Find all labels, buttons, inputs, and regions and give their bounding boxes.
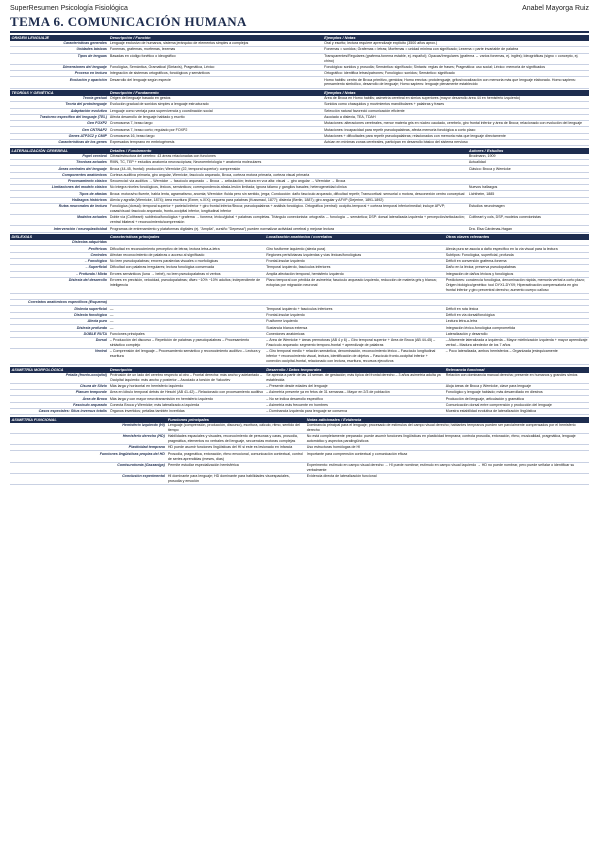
table-cell: Errores semánticos (luna → bebé), no leen pseudopalabras ni verbos <box>108 271 264 277</box>
row-label: Área de Broca <box>10 396 108 402</box>
table-row <box>10 473 589 484</box>
table-row <box>10 423 589 434</box>
table-cell: Transparentes/Regulares (grafema-fonema estable, ej. español); Opacas/Irregulares (grafema ↔ varios fonemas, ej. inglés); Ideográficas (signo = concepto, ej. chino) <box>323 53 589 64</box>
table-cell: Broca: motora/no fluente, habla lenta, agramatismo, anomia; Wernicke: fluida pero sin sentido, jerga; Conducción: daño fascículo arqueado, dificultad repetir; Transcortical: sensorial o motora, desconexión centro conceptual <box>108 191 467 197</box>
table-cell: Conexiones anatómicas <box>265 331 444 337</box>
table-cell: Evidencia directa de lateralización funcional <box>305 473 589 484</box>
table-cell: Selección natural favoreció comunicación eficiente <box>323 108 589 114</box>
column-header: ORIGEN LENGUAJE <box>10 35 108 41</box>
table-cell: Ortográfico: identifica letras/patrones; Fonológico: sonidos; Semántico: significado <box>323 71 589 77</box>
table-cell: RMN, TC, TEP + estudios anatomía neuroscópicas; Neuroembriología + anatomía moleculares <box>108 160 467 166</box>
table-row <box>10 433 589 444</box>
row-label: Gen CNTNAP2 <box>10 127 108 133</box>
table-cell: Predictores: conciencia fonológica, denominación rápida, memoria verbal a corto plazo; Origen biológico/genético: tool DYX1-DYX9; Hiperactivación compensatoria en giro frontal inferior y giro precentral derecho; aumento cuerpo calloso <box>444 277 589 293</box>
row-label: Adaptación evolutiva <box>10 108 108 114</box>
document-title: SuperResumen Psicología Fisiológica <box>10 5 128 12</box>
column-header: Funciones principales <box>166 417 305 423</box>
column-header: Notas adicionales / Evidencia <box>305 417 589 423</box>
table-cell: Oral y escrito; lectura requiere aprendizaje explícito (3500 años aprox.) <box>323 41 589 47</box>
table-cell: Temporal izquierdo + fascículos inferiores <box>265 306 444 312</box>
table-cell: Prosodia, pragmática, entonación, ritmo emocional, comunicación contextual, control de series aprendidas (meses, días) <box>166 451 305 462</box>
table-cell: Clásico: Broca y Wernicke <box>467 166 589 172</box>
row-label: Teoría gestual <box>10 96 108 102</box>
row-label: Dislexias adquiridas <box>10 240 108 246</box>
table-cell: Déficit en conversión grafema-fonema <box>444 259 589 265</box>
row-label: Papel cerebral <box>10 154 108 160</box>
table-cell: Amplia afectación temporal, hemisferio izquierdo <box>265 271 444 277</box>
table-cell: Doble vía (Coltheart): subléxica/fonológica + grafema → fonema; léxico/global + palabras completas. Triángulo conexionista: ortografía ↔ fonología ↔ semántica; DSP: dorsal lateralizada izquierda + percepción/articulación; ventral bilateral + reconocimiento/comprensión <box>108 215 467 226</box>
table-asimetria-funcional <box>10 417 589 485</box>
table-cell: Importante para comprensión contextual y comunicación eficaz <box>305 451 589 462</box>
table-cell: Nuevos hallazgos <box>467 185 589 191</box>
table-cell: – Poco lateralizada, ambos hemisferios – Organizada jerárquicamente <box>444 349 589 365</box>
table-cell: – Dominancia izquierda para lenguaje se conserva <box>265 408 444 414</box>
section-asimetria-morfologica <box>10 367 589 416</box>
column-header: Ejemplos / Notas <box>323 90 589 96</box>
table-cell: Cromosoma 7, braso corto; regulado por FOXP2 <box>108 127 322 133</box>
column-header: Otras claves relevantes <box>444 234 589 240</box>
table-lateralizacion <box>10 148 589 233</box>
table-cell: Protrusión de un lado del cerebro respecto al otro – Frontal derecha: más ancho y adelantado – Occipital izquierdo: más ancho y posterior – Asociado a torsión de Yakovlev <box>108 373 264 384</box>
table-cell: Área en lóbulo temporal detrás de Heschl (AB 41-42) – Relacionado con procesamiento auditivo <box>109 390 264 395</box>
table-cell: Actúan en mínimas zonas cerebrales, participan en desarrollo básico del sistema nervioso <box>323 139 589 145</box>
page-header <box>10 4 589 13</box>
row-label: Casos especiales: Situs inversus totalis <box>10 408 108 414</box>
row-label: Intervención / neuroplasticidad <box>10 226 108 232</box>
table-cell: Más larga y con mayor neurotransmisión en hemisferio izquierdo <box>108 396 264 402</box>
table-row <box>10 139 589 145</box>
table-cell: Fonológica, Semántica, Gramatical (Sintaxis), Pragmática, Léxico <box>108 64 322 70</box>
table-origen-lenguaje <box>10 35 589 89</box>
table-cell: Déficit en ruta léxica <box>444 306 589 312</box>
table-cell: Coltheart y cols, DSP, modelos conexionistas <box>467 215 589 226</box>
table-cell: Se aprecia a partir de las 14 seman. de gestación; más típica del frontal derecho – 3 años asimetría adulta ya establecida <box>265 373 444 384</box>
table-cell: Sustancia blanca extensa <box>265 325 444 331</box>
table-cell: — <box>108 306 264 312</box>
table-cell: Origen del lenguaje basado en gestos <box>108 96 322 102</box>
table-cell: – No se indica desarrollo específico <box>265 396 444 402</box>
table-cell: Regiones perisilvianas izquierdas y vías léxicas/fonológicas <box>265 252 444 258</box>
table-row <box>10 325 589 331</box>
table-cell: Daño en la léxica; preserva pseudopalabras <box>444 265 589 271</box>
column-header: LATERALIZACIÓN CEREBRAL <box>10 148 108 154</box>
table-cell: Habilidades espaciales y visuales, reconocimiento de personas y caras, prosodia, pragmática, elementos no verbales del lenguaje, secuencias motoras complejas <box>166 433 305 444</box>
table-cell: Fonológico y lenguaje hablado; más desarrollado en diestros <box>444 390 589 396</box>
table-cell: Producción del lenguaje, articulación y gramática <box>444 396 589 402</box>
table-cell: No leen pseudopalabras; errores paralexias visuales o morfológicas <box>108 259 264 265</box>
table-row <box>10 215 589 226</box>
table-cell: Permite estudiar especialización hemisférica <box>166 462 305 473</box>
table-row <box>10 349 589 365</box>
section-teorias-genetica <box>10 90 589 146</box>
table-cell: Experimento: estímulo en campo visual derecho → HI puede nombrar; estímulo en campo visual izquierdo → HD no puede nombrar, pero puede señalar o identificar su verbalmente <box>305 462 589 473</box>
row-label: Rutas neuronales de lectura <box>10 204 108 215</box>
table-cell: Programas de entrenamiento y plataformas digitales (ej. "Amplia", cursiño "Depessa") pueden normalizar actividad cerebral y mejorar lectura <box>108 226 467 232</box>
table-cell: Giro fusiforme izquierdo (alexia pura) <box>265 246 444 252</box>
table-cell: HD puede asumir funciones lingüísticas del HI si este es lesionado en infancia <box>166 445 305 451</box>
table-cell: Basadas en código fonético o ideográfico <box>108 53 322 64</box>
table-cell: Corteza auditiva primaria, giro angular, Wernicke, fascículo arqueado, Broca, corteza motora primaria, corteza visual primaria <box>108 172 467 178</box>
table-cell: Frontal-insular izquierdo <box>265 312 444 318</box>
table-cell: — <box>108 319 264 325</box>
column-header: Características principales <box>108 234 264 240</box>
table-cell: Evolución gradual de sonidos simples a lenguaje estructurado <box>108 102 322 108</box>
table-cell: Lateralización y desarrollo <box>444 331 589 337</box>
row-label: Tipos de afasias <box>10 191 108 197</box>
row-label: Planum temporale <box>10 390 108 396</box>
table-cell: Integración léxico-fonológica comprometida <box>444 325 589 331</box>
row-label: Dislexia profunda <box>10 325 108 331</box>
table-cell: Relación con dominancia manual derecha; presente en humanos y grandes simios <box>444 373 589 384</box>
row-label: Petalia (fronto-occipital) <box>10 373 108 384</box>
table-cell: Dra. Elsa Cárdenas-Hagan <box>467 226 589 232</box>
table-cell: Dificultad en reconocimiento perceptivo de letras; lectura letra-a-letra <box>108 246 264 252</box>
table-cell: Lichtheim, 1885 <box>467 191 589 197</box>
row-label: Dislexia superficial <box>10 306 108 312</box>
table-cell: – Producción del discurso – Repetición de palabras y pseudopalabras – Procesamiento sintáctico complejo <box>108 337 264 348</box>
table-row <box>10 402 589 408</box>
row-label: Teoría del protolenguaje <box>10 102 108 108</box>
table-row <box>10 451 589 462</box>
table-cell: Broca (44-45, frontal): producción; Wernicke (22, temporal superior): comprensión <box>108 166 467 172</box>
table-row <box>10 259 589 265</box>
row-label: – Fonológica <box>10 259 108 265</box>
table-cell: Secuencial: vía auditiva → Wernicke → fascículo arqueado → Broca → articulación; lectura en voz alta: visual → giro angular → Wernicke → Broca <box>108 178 467 184</box>
table-cell: Sonidos como chasquidos y movimientos mandibulares + palabras y frases <box>323 102 589 108</box>
table-cell: HI dominante para lenguaje; HD dominante para habilidades visoespaciales, prosodia y emoción <box>166 473 305 484</box>
column-header: Desarrollo / Datos temporales <box>265 367 444 373</box>
table-cell: Comunicación dorsal entre comprensión y producción del lenguaje <box>444 402 589 408</box>
table-row <box>10 373 589 384</box>
section-dislexias <box>10 234 589 365</box>
table-row <box>10 390 589 396</box>
table-cell: – Asimetría presente ya en fetos de 31 semanas – Mayor en 2/3 de población <box>265 390 444 396</box>
row-label: Ventral <box>10 349 108 365</box>
row-label: Procesamiento clásico <box>10 178 108 184</box>
section-asimetria-funcional <box>10 417 589 485</box>
table-cell: Órganos invertidos; petalias también invertidas <box>108 408 264 414</box>
table-row <box>10 383 589 389</box>
column-header: Detalles / Fundamento <box>108 148 467 154</box>
table-row <box>10 77 589 88</box>
row-label: DOBLE RUTA <box>10 331 108 337</box>
row-label: Dimensiones del lenguaje <box>10 64 108 70</box>
row-label: Técnicas actuales <box>10 160 108 166</box>
table-cell: Errores en precisión, velocidad, pseudopalabras; dfwrc ~10% ~10% adultos; independiente de inteligencia <box>108 277 264 293</box>
table-cell: Mutaciones: incapacidad para repetir pseudopalabras, afecta memoria fonológica a corto plazo <box>323 127 589 133</box>
table-row <box>10 337 589 348</box>
row-label: Fascículo arqueado <box>10 402 108 408</box>
row-label: Tipos de lenguas <box>10 53 108 64</box>
table-cell: – Área de Wernicke + áreas premotoras (AB 4 y 6) – Giro temporal superior + Área de Broca (AB 44-45) – Fascículo arqueado: segmento temporo-frontal + aprendizaje de palabras <box>265 337 444 348</box>
row-label: Evolución y aparición <box>10 77 108 88</box>
column-header: Relevancia funcional <box>444 367 589 373</box>
row-label: Plasticidad temprana <box>10 445 166 451</box>
row-label: Modelos actuales <box>10 215 108 226</box>
table-cell: Uso estructuras homólogas de HI <box>305 445 589 451</box>
column-header: Autores / Estudios <box>467 148 589 154</box>
table-cell: Fonológica: sonidos y prosodia; Semántica: significado; Sintaxis: reglas de frases; Pragmática: uso social; Léxico: memoria de significados <box>323 64 589 70</box>
row-label: Áreas centrales del lenguaje <box>10 166 108 172</box>
table-cell: Desarrollo del lenguaje según especie <box>108 77 322 88</box>
row-label: Limitaciones del modelo clásico <box>10 185 108 191</box>
row-label: Características generales <box>10 41 108 47</box>
row-label: Gen FOXP2 <box>10 121 108 127</box>
table-cell: Fusiforme izquierdo <box>265 319 444 325</box>
table-cell: Actualidad <box>467 160 589 166</box>
table-cell: Aloja áreas de Broca y Wernicke, clave para lenguaje <box>444 383 589 389</box>
table-cell: Expresados temprano en embriogénesis <box>108 139 322 145</box>
table-cell: Muestra estabilidad evolutiva de lateralización lingüística <box>444 408 589 414</box>
table-row <box>10 271 589 277</box>
row-label: Dislexia fonológica <box>10 312 108 318</box>
table-cell: Fonológica (dorsal): temporal superior + parietal inferior + giro frontal inferior/Broca; pseudopalabras + análisis fonológico. Ortográfica (ventral): occipito-temporal + corteza temporal inferior/medial; incluye AFVP; cosas/visual: fascículo arqueado, fronto-occipital inferior, longitudinal inferior <box>108 204 467 215</box>
table-cell: – Asimetría más frecuente en hombres <box>265 402 444 408</box>
table-dislexias <box>10 234 589 365</box>
row-label: Alexia pura <box>10 319 108 325</box>
column-header: DISLEXIAS <box>10 234 108 240</box>
table-row <box>10 53 589 64</box>
column-header: ASIMETRÍA MORFOLÓGICA <box>10 367 108 373</box>
author-name: Anabel Mayorga Ruiz <box>522 5 589 12</box>
column-header: Ejemplos / Notas <box>323 35 589 41</box>
column-header: Descripción / Fundamento <box>108 90 322 96</box>
table-cell: Dificultad con palabras irregulares; lectura fonológica conservada <box>108 265 264 271</box>
row-label: Proceso en lectura <box>10 71 108 77</box>
table-cell: – Altamente lateralizada a izquierda – Mayor mielinización izquierda + mayor aprendizaje verbal – Madura alrededor de los 7 años <box>445 338 588 347</box>
table-cell: Afecta desarrollo de lenguaje hablado y escrito <box>108 114 322 120</box>
table-cell: Cromosoma 7, braso largo <box>108 121 322 127</box>
row-label: Conclusión experimental <box>10 473 166 484</box>
table-cell: No integra niveles fonológicos, léxicos, semánticos; correspondencia afasia-lesión limitada; ignora tálamo y ganglios basales; heterogeneidad clínica <box>108 185 467 191</box>
table-row <box>10 396 589 402</box>
table-cell: Lenguaje exclusivo de humanos, sistema jerárquico de elementos simples a complejos <box>108 41 322 47</box>
table-cell: Dominancia principal para el lenguaje; procesado de estímulos del campo visual derecho; hablantes tempranos pueden ser parcialmente compensados por el hemisferio derecho <box>305 423 589 434</box>
row-label: Hemisferio derecho (HD) <box>10 433 166 444</box>
row-label: Cisura de Silvio <box>10 383 108 389</box>
table-asimetria-morfologica <box>10 367 589 416</box>
table-cell: Funciones principales <box>108 331 264 337</box>
table-cell: — <box>108 312 264 318</box>
table-cell: Homo habilis: centro de Broca primitivo, gemidos; Homo erectus: protolenguaje, gritos/vocalización con memoria más que lenguaje elaborado. Homo sapiens: pensamiento simbólico, desarrollo de lenguaje; Homo sapiens: lenguaje plenamente establecido <box>323 77 589 88</box>
table-cell: Alexia y agrafia (Wernicke, 1874); área escritura (Exner, s.XIX); ceguera para palabras (Kussmaul, 1877); dislexia (Berlin, 1887); giro angular y AFVP (Dejerine, 1891-1892) <box>108 197 467 203</box>
table-cell: Integración de daños léxicos y fonológicos <box>444 271 589 277</box>
table-cell: Frontal-insular izquierdo <box>265 259 444 265</box>
table-cell: – Presente desde edades del lenguaje <box>265 383 444 389</box>
row-label: Hallazgos históricos <box>10 197 108 203</box>
table-cell: Déficit en vía dorsal/fonológica <box>444 312 589 318</box>
table-cell: Brodmann, 1909 <box>467 154 589 160</box>
row-label: – Profunda / Mixta <box>10 271 108 277</box>
column-header: TEORÍAS Y GENÉTICA <box>10 90 108 96</box>
table-cell: – Comprensión del lenguaje – Procesamiento semántico y reconocimiento auditivo – Lectura y escritura <box>108 349 264 365</box>
column-header: Descripción / Función <box>108 35 322 41</box>
table-cell: Integración de sistemas ortográficos, fonológicos y semánticos <box>108 71 322 77</box>
row-label: Genes ATP2C2 y CMIP <box>10 133 108 139</box>
table-row <box>10 252 589 258</box>
table-cell: Lenguaje (comprensión, producción, discurso), escritura, cálculo, ritmo, sentido del tiempo <box>166 423 305 434</box>
row-label: Periféricas <box>10 246 108 252</box>
table-row <box>10 277 589 293</box>
row-label: Dislexia del desarrollo <box>10 277 108 293</box>
row-label: Correlatos anatómicos específicos (Esquema) <box>10 300 108 306</box>
row-label: Funciones lingüísticas propias del HD <box>10 451 166 462</box>
table-cell: Conecta Broca y Wernicke; más lateralizado a izquierda <box>108 402 264 408</box>
table-teorias-genetica <box>10 90 589 146</box>
table-cell: Cifras/estructura del cerebro: 43 áreas relacionadas con funciones <box>108 154 467 160</box>
column-header: Localización anatómica / correlatos <box>265 234 444 240</box>
table-row <box>10 462 589 473</box>
row-label: – Superficial <box>10 265 108 271</box>
row-label: Características de los genes <box>10 139 108 145</box>
table-cell: Temporal izquierdo, fascículos inferiores <box>265 265 444 271</box>
table-cell: Cromosoma 16, braso largo <box>108 133 322 139</box>
table-row <box>10 408 589 414</box>
row-label: Dorsal <box>10 337 108 348</box>
table-cell: Estudios neuroimagen <box>467 204 589 215</box>
table-row <box>10 246 589 252</box>
table-cell: Subtipos: Fonológica, superficial, profunda <box>444 252 589 258</box>
table-cell: Mutaciones: alteraciones cerebrales, menor materia gris en núcleo caudado, cerebelo, giro frontal inferior y área de Broca; relacionado con evolución del lenguaje <box>323 121 589 127</box>
table-cell: Fonemas, grafemas, morfemas, lexemas <box>108 47 322 53</box>
table-cell: Mutaciones + dificultades para repetir pseudopalabras; relacionados con memoria más que lenguaje directamente <box>323 133 589 139</box>
page-title: TEMA 6. COMUNICACIÓN HUMANA <box>10 13 589 33</box>
section-lateralizacion <box>10 148 589 233</box>
table-cell: No está completamente preparado: puede asumir funciones lingüísticas en plasticidad temprana; controla prosodia, entonación, ritmo, musicalidad, pragmática, lenguaje automático y aspectos paralingüísticos <box>305 433 589 444</box>
row-label: Unidades básicas <box>10 47 108 53</box>
table-row <box>10 226 589 232</box>
table-cell: Fonemas = sonidos; Grafemas = letras; Morfemas = unidad mínima con significado; Lexema = parte invariable de palabra <box>323 47 589 53</box>
row-label: Centrales <box>10 252 108 258</box>
section-origen-lenguaje <box>10 35 589 89</box>
row-label: Componentes anatómicos <box>10 172 108 178</box>
table-cell: Plano temporal con pérdida de asimetría; fascículo arqueado izquierdo, reducción de materia gris y blanca; ectopias por migración neuronal <box>265 277 444 293</box>
column-header: ASIMETRÍA FUNCIONAL <box>10 417 166 423</box>
table-cell: Más larga y horizontal en hemisferio izquierdo <box>108 383 264 389</box>
row-label: Comisurotomía (Gazzaniga) <box>10 462 166 473</box>
table-cell: Área de Broca en Homo habilis; asimetría cerebral en simios superiores (mayor desarrollo área 44 en hemisferio izquierdo) <box>323 96 589 102</box>
table-cell: Alexia pura se asocia a daño específico en la vía visual para la lectura <box>444 246 589 252</box>
table-cell: – Giro temporal medio + relación semántica, denominación, reconocimiento léxico – Fascículo longitudinal inferior + reconocimiento visual, lectura, identificación de objetos – Fascículo fronto-occipital inferior + conexión occipital-frontal, relacionado con lectura, escritura, recursos ejecutivos <box>265 349 444 365</box>
row-label: Hemisferio izquierdo (HI) <box>10 423 166 434</box>
table-cell: Lenguaje como ventaja para supervivencia y coordinación social <box>108 108 322 114</box>
table-row <box>10 204 589 215</box>
row-label: Trastorno específico del lenguaje (TEL) <box>10 114 108 120</box>
column-header: Descripción <box>108 367 264 373</box>
table-cell: Lectura letra-a-letra <box>444 319 589 325</box>
table-cell: Afectan reconocimiento de palabras o acceso al significado <box>108 252 264 258</box>
table-row <box>10 265 589 271</box>
table-cell: — <box>108 325 264 331</box>
table-cell: Asociado a dislexia, TEA, TDAH <box>323 114 589 120</box>
